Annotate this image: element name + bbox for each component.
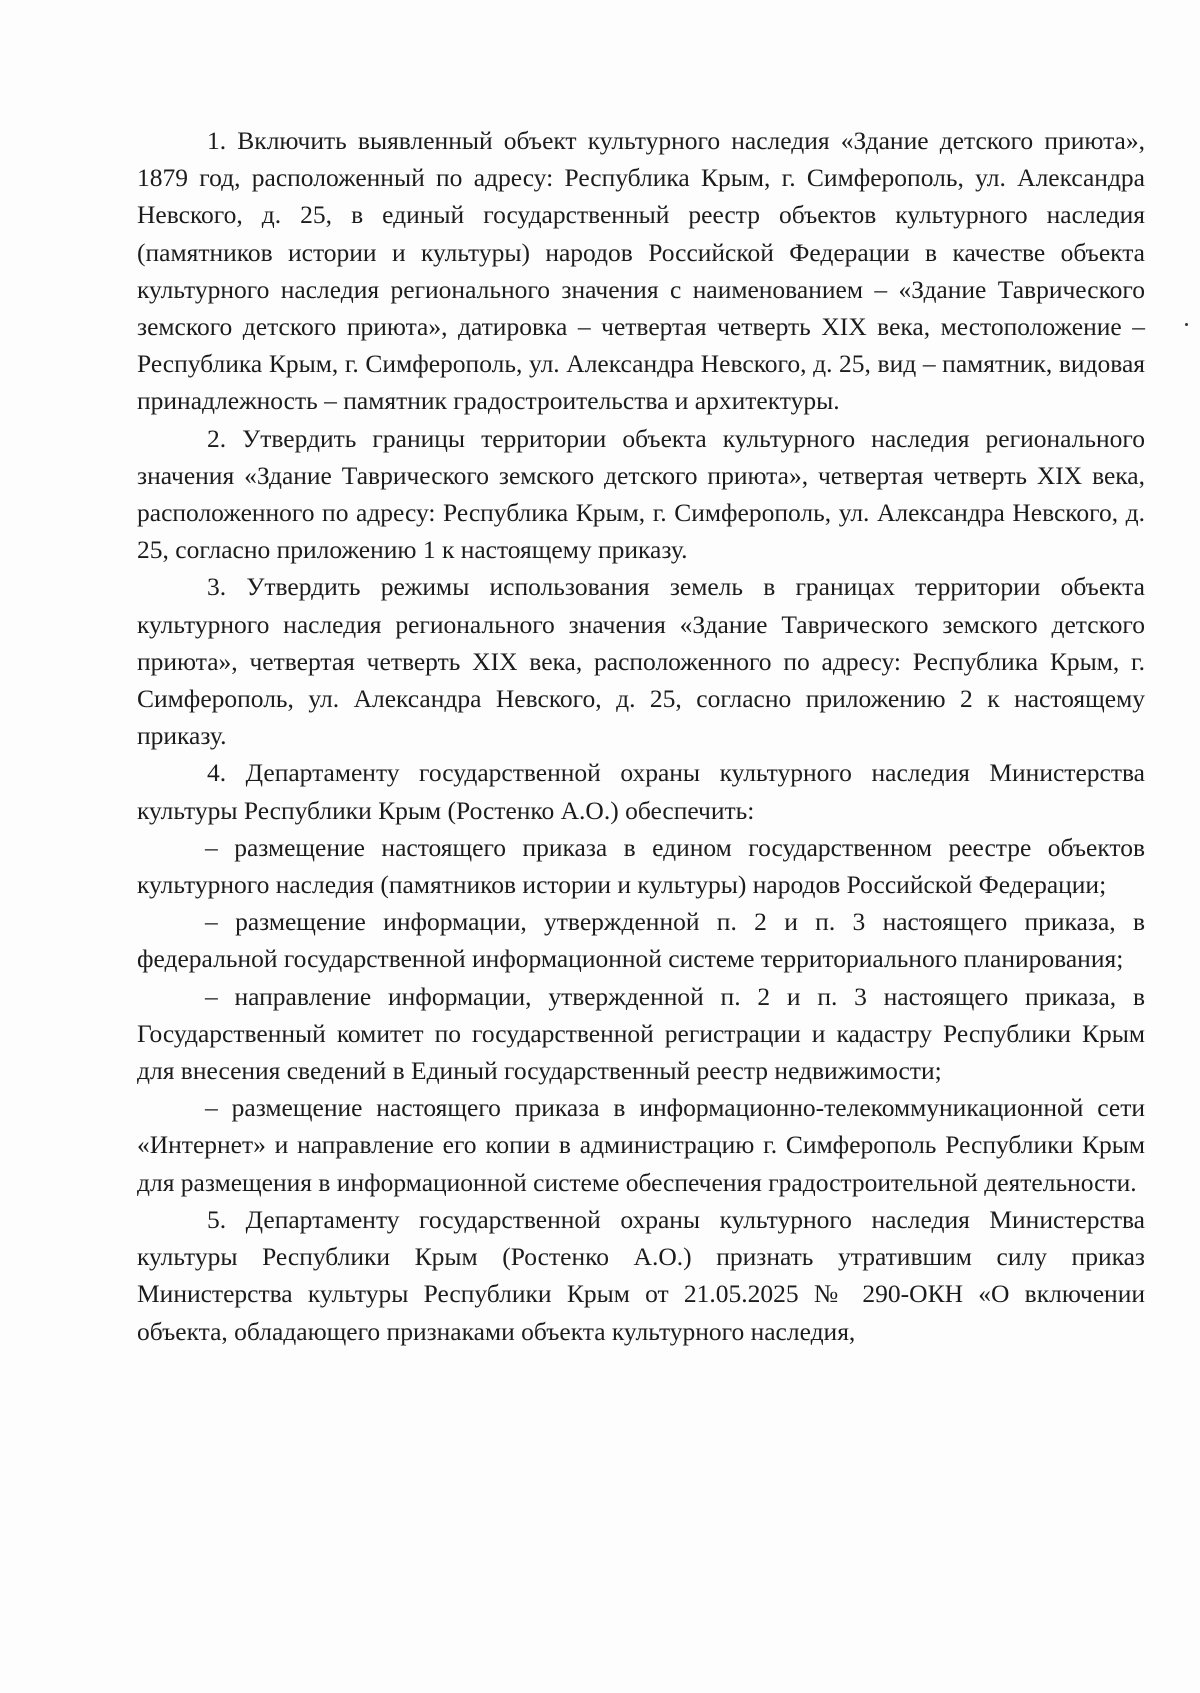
paragraph-item-2: 2. Утвердить границы территории объекта культурного наследия регионального значения «Здание Таврического земского детского приюта», четвертая четверть XIX века, расположенного по адресу: Республика Крым, г. Симферополь, ул. Александра Невского, д. 25, согласно приложению 1 к настоящему приказу.	[137, 423, 1145, 565]
scan-speck	[1185, 323, 1188, 326]
bullet-item-fgis: – размещение информации, утвержденной п. 2 и п. 3 настоящего приказа, в федеральной государственной информационной системе территориального планирования;	[137, 907, 1145, 974]
paragraph-item-5: 5. Департаменту государственной охраны культурного наследия Министерства культуры Республики Крым (Ростенко А.О.) признать утратившим силу приказ Министерства культуры Республики Крым от 21.05.2025 № 290-ОКН «О включении объекта, обладающего признаками объекта культурного наследия,	[137, 1204, 1145, 1346]
bullet-item-internet: – размещение настоящего приказа в информационно-телекоммуникационной сети «Интернет» и направление его копии в администрацию г. Симферополь Республики Крым для размещения в информационной системе обеспечения градостроительной деятельности.	[137, 1093, 1145, 1197]
paragraph-item-4: 4. Департаменту государственной охраны культурного наследия Министерства культуры Республики Крым (Ростенко А.О.) обеспечить:	[137, 758, 1145, 825]
bullet-item-registry: – размещение настоящего приказа в едином государственном реестре объектов культурного наследия (памятников истории и культуры) народов Российской Федерации;	[137, 832, 1145, 900]
paragraph-item-3: 3. Утвердить режимы использования земель в границах территории объекта культурного наследия регионального значения «Здание Таврического земского детского приюта», четвертая четверть XIX века, расположенного по адресу: Республика Крым, г. Симферополь, ул. Александра Невского, д. 25, согласно приложению 2 к настоящему приказу.	[137, 572, 1145, 751]
paragraph-item-1: 1. Включить выявленный объект культурного наследия «Здание детского приюта», 1879 год, расположенный по адресу: Республика Крым, г. Симферополь, ул. Александра Невского, д. 25, в единый государственный реестр объектов культурного наследия (памятников истории и культуры) народов Российской Федерации в качестве объекта культурного наследия регионального значения с наименованием – «Здание Таврического земского детского приюта», датировка – четвертая четверть XIX века, местоположение – Республика Крым, г. Симферополь, ул. Александра Невского, д. 25, вид – памятник, видовая принадлежность – памятник градостроительства и архитектуры.	[137, 126, 1145, 416]
document-body	[137, 122, 1145, 1350]
bullet-item-cadastre: – направление информации, утвержденной п. 2 и п. 3 настоящего приказа, в Государственный комитет по государственной регистрации и кадастру Республики Крым для внесения сведений в Единый государственный реестр недвижимости;	[137, 981, 1145, 1086]
